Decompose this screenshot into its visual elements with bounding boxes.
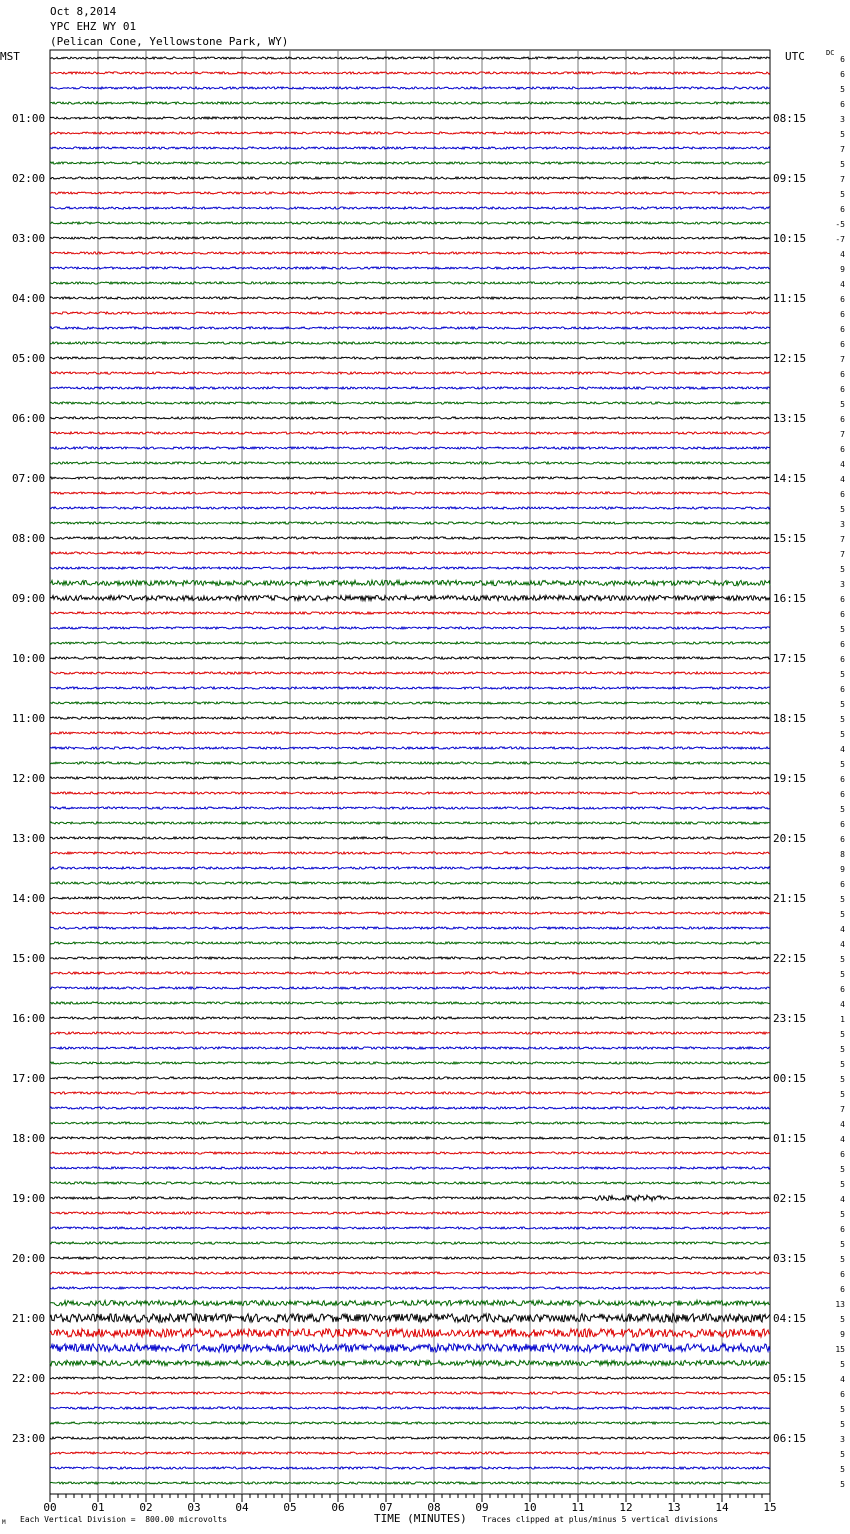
trace-0 [50,57,770,59]
dc-offset: 4 [840,1000,845,1009]
utc-hour-label: 19:15 [773,772,807,785]
dc-offset: 6 [840,790,845,799]
trace-52 [50,837,770,839]
trace-92 [50,1437,770,1439]
utc-hour-label: 12:15 [773,352,807,365]
utc-hour-label: 13:15 [773,412,807,425]
dc-offset: 8 [840,850,845,859]
dc-offset: 3 [840,580,845,589]
utc-hour-label: 22:15 [773,952,807,965]
dc-offset: 4 [840,1195,845,1204]
trace-60 [50,957,770,959]
dc-offset: 5 [840,1060,845,1069]
dc-offset: 6 [840,610,845,619]
dc-offset: 6 [840,295,845,304]
trace-68 [50,1077,770,1079]
trace-63 [50,1002,770,1004]
dc-offset: 5 [840,1180,845,1189]
utc-hour-label: 01:15 [773,1132,807,1145]
trace-12 [50,237,770,239]
trace-27 [50,462,770,464]
mst-hour-label: 04:00 [12,292,46,305]
dc-offset: 7 [840,535,845,544]
trace-50 [50,807,770,809]
x-tick-label: 08 [427,1501,441,1514]
mst-hour-label: 14:00 [12,892,46,905]
trace-15 [50,282,770,284]
trace-72 [50,1137,770,1139]
x-tick-label: 12 [619,1501,633,1514]
trace-77 [50,1212,770,1214]
mst-hour-label: 05:00 [12,352,46,365]
dc-offset: 7 [840,145,845,154]
dc-offset: 6 [840,205,845,214]
dc-offset: 5 [840,1465,845,1474]
trace-53 [50,852,770,854]
mst-axis-label: MST [0,50,20,63]
dc-offset: 6 [840,775,845,784]
dc-offset: -7 [835,235,845,244]
trace-43 [50,702,770,704]
dc-offset: 6 [840,340,845,349]
mst-hour-label: 02:00 [12,172,46,185]
mst-hour-label: 12:00 [12,772,46,785]
utc-hour-label: 21:15 [773,892,807,905]
dc-offset: 5 [840,1405,845,1414]
dc-offset: 13 [835,1300,845,1309]
trace-11 [50,222,770,224]
dc-offset: 6 [840,1225,845,1234]
dc-offset: 5 [840,670,845,679]
trace-6 [50,147,770,149]
utc-hour-label: 04:15 [773,1312,807,1325]
dc-offset: 5 [840,1090,845,1099]
mst-hour-label: 10:00 [12,652,46,665]
dc-offset: 5 [840,1255,845,1264]
trace-66 [50,1047,770,1049]
mst-hour-label: 16:00 [12,1012,46,1025]
x-tick-label: 06 [331,1501,345,1514]
trace-28 [50,477,770,479]
mst-hour-label: 07:00 [12,472,46,485]
trace-79 [50,1242,770,1244]
dc-offset: 5 [840,715,845,724]
utc-hour-label: 18:15 [773,712,807,725]
trace-35 [50,580,770,585]
dc-offset: 5 [840,1075,845,1084]
trace-78 [50,1227,770,1229]
dc-offset: 5 [840,1045,845,1054]
dc-offset: 7 [840,1105,845,1114]
utc-hour-label: 00:15 [773,1072,807,1085]
trace-40 [50,657,770,659]
trace-41 [50,672,770,674]
dc-offset: 6 [840,1390,845,1399]
trace-84 [50,1314,770,1322]
trace-89 [50,1392,770,1394]
trace-88 [50,1377,770,1379]
dc-offset: 9 [840,865,845,874]
dc-offset: 6 [840,1270,845,1279]
utc-axis-label: UTC [785,50,805,63]
trace-69 [50,1092,770,1094]
trace-18 [50,327,770,329]
utc-hour-label: 20:15 [773,832,807,845]
dc-offset: 5 [840,160,845,169]
dc-offset: 4 [840,925,845,934]
trace-38 [50,627,770,629]
x-tick-label: 05 [283,1501,297,1514]
dc-offset: 6 [840,595,845,604]
trace-8 [50,177,770,179]
trace-74 [50,1167,770,1169]
mst-hour-label: 06:00 [12,412,46,425]
trace-85 [50,1329,770,1337]
trace-31 [50,522,770,524]
trace-62 [50,987,770,989]
x-tick-label: 11 [571,1501,585,1514]
x-tick-label: 01 [91,1501,105,1514]
trace-2 [50,87,770,89]
dc-offset: 6 [840,880,845,889]
trace-91 [50,1422,770,1424]
utc-hour-label: 02:15 [773,1192,807,1205]
dc-offset: 3 [840,520,845,529]
x-tick-label: 02 [139,1501,153,1514]
trace-10 [50,207,770,209]
dc-offset: 7 [840,355,845,364]
dc-offset: 5 [840,190,845,199]
dc-offset: 5 [840,1240,845,1249]
dc-offset: 5 [840,730,845,739]
dc-offset: 9 [840,1330,845,1339]
scale-note: Each Vertical Division = 800.00 microvolts [20,1515,228,1524]
trace-25 [50,432,770,434]
utc-hour-label: 09:15 [773,172,807,185]
dc-offset: 5 [840,760,845,769]
dc-offset: 5 [840,565,845,574]
trace-37 [50,612,770,614]
trace-34 [50,567,770,569]
plot-frame [50,50,770,1494]
trace-90 [50,1407,770,1409]
trace-49 [50,792,770,794]
trace-71 [50,1122,770,1124]
dc-offset: 5 [840,130,845,139]
trace-58 [50,927,770,929]
dc-offset: 5 [840,700,845,709]
utc-hour-label: 03:15 [773,1252,807,1265]
station-code: YPC EHZ WY 01 [50,20,137,33]
dc-offset: 6 [840,640,845,649]
trace-17 [50,312,770,314]
dc-offset: 9 [840,265,845,274]
dc-offset: 6 [840,685,845,694]
trace-54 [50,867,770,869]
dc-offset: 6 [840,820,845,829]
utc-hour-label: 14:15 [773,472,807,485]
utc-hour-label: 10:15 [773,232,807,245]
dc-offset: 3 [840,115,845,124]
trace-80 [50,1257,770,1259]
trace-5 [50,132,770,134]
dc-offset: 6 [840,415,845,424]
dc-offset: 6 [840,490,845,499]
dc-offset: 6 [840,655,845,664]
dc-offset: 4 [840,460,845,469]
dc-offset: 6 [840,370,845,379]
mst-hour-label: 22:00 [12,1372,46,1385]
trace-29 [50,492,770,494]
trace-70 [50,1107,770,1109]
dc-offset: 4 [840,280,845,289]
trace-44 [50,717,770,719]
x-tick-label: 07 [379,1501,393,1514]
dc-offset: 5 [840,910,845,919]
utc-hour-label: 16:15 [773,592,807,605]
trace-56 [50,897,770,899]
trace-24 [50,417,770,419]
trace-47 [50,762,770,764]
dc-offset: 6 [840,835,845,844]
dc-offset: 5 [840,1030,845,1039]
corner-mark: M [2,1519,6,1526]
x-tick-label: 15 [763,1501,777,1514]
trace-4 [50,117,770,119]
trace-59 [50,942,770,944]
trace-23 [50,402,770,404]
trace-36 [50,595,770,600]
trace-45 [50,732,770,734]
utc-hour-label: 17:15 [773,652,807,665]
dc-offset: 5 [840,1420,845,1429]
dc-offset: 6 [840,100,845,109]
dc-offset: 4 [840,1120,845,1129]
clip-note: Traces clipped at plus/minus 5 vertical divisions [482,1515,719,1524]
dc-offset: 4 [840,745,845,754]
dc-offset: 6 [840,445,845,454]
trace-55 [50,882,770,884]
dc-offset: 15 [835,1345,845,1354]
trace-20 [50,357,770,359]
trace-87 [50,1360,770,1365]
record-date: Oct 8,2014 [50,5,117,18]
dc-offset: 5 [840,805,845,814]
dc-offset: 5 [840,85,845,94]
dc-offset: 4 [840,940,845,949]
trace-42 [50,687,770,689]
x-tick-label: 13 [667,1501,681,1514]
dc-offset: 6 [840,310,845,319]
dc-offset: 5 [840,1315,845,1324]
trace-93 [50,1452,770,1454]
trace-67 [50,1062,770,1064]
dc-offset: 5 [840,895,845,904]
x-axis-title: TIME (MINUTES) [374,1512,467,1525]
trace-64 [50,1017,770,1019]
dc-offset: -5 [835,220,845,229]
trace-51 [50,822,770,824]
trace-7 [50,162,770,164]
x-tick-label: 00 [43,1501,57,1514]
dc-offset: 1 [840,1015,845,1024]
x-tick-label: 09 [475,1501,489,1514]
utc-hour-label: 11:15 [773,292,807,305]
dc-offset: 7 [840,175,845,184]
mst-hour-label: 11:00 [12,712,46,725]
dc-offset: 5 [840,970,845,979]
trace-32 [50,537,770,539]
trace-21 [50,372,770,374]
trace-81 [50,1272,770,1274]
trace-57 [50,912,770,914]
utc-hour-label: 08:15 [773,112,807,125]
mst-hour-label: 17:00 [12,1072,46,1085]
dc-offset: 5 [840,1165,845,1174]
trace-86 [50,1344,770,1352]
dc-offset: 6 [840,70,845,79]
trace-76 [50,1195,770,1201]
trace-39 [50,642,770,644]
dc-offset: 5 [840,1210,845,1219]
utc-hour-label: 06:15 [773,1432,807,1445]
dc-offset: 5 [840,625,845,634]
trace-61 [50,972,770,974]
dc-offset: 5 [840,955,845,964]
mst-hour-label: 23:00 [12,1432,46,1445]
trace-33 [50,552,770,554]
trace-22 [50,387,770,389]
dc-label: DC [826,49,835,57]
mst-hour-label: 01:00 [12,112,46,125]
dc-offset: 4 [840,1375,845,1384]
dc-offset: 6 [840,325,845,334]
dc-offset: 4 [840,1135,845,1144]
trace-19 [50,342,770,344]
trace-75 [50,1182,770,1184]
mst-hour-label: 08:00 [12,532,46,545]
trace-65 [50,1032,770,1034]
x-tick-label: 03 [187,1501,201,1514]
utc-hour-label: 23:15 [773,1012,807,1025]
dc-offset: 6 [840,385,845,394]
trace-1 [50,72,770,74]
dc-offset: 7 [840,550,845,559]
dc-offset: 3 [840,1435,845,1444]
mst-hour-label: 13:00 [12,832,46,845]
dc-offset: 6 [840,985,845,994]
trace-95 [50,1482,770,1484]
trace-46 [50,747,770,749]
dc-offset: 6 [840,55,845,64]
dc-offset: 5 [840,505,845,514]
trace-82 [50,1287,770,1289]
trace-83 [50,1300,770,1305]
dc-offset: 4 [840,250,845,259]
mst-hour-label: 09:00 [12,592,46,605]
dc-offset: 5 [840,400,845,409]
dc-offset: 5 [840,1450,845,1459]
mst-hour-label: 03:00 [12,232,46,245]
mst-hour-label: 20:00 [12,1252,46,1265]
trace-13 [50,252,770,254]
trace-48 [50,777,770,779]
trace-94 [50,1467,770,1469]
mst-hour-label: 15:00 [12,952,46,965]
x-tick-label: 10 [523,1501,537,1514]
trace-16 [50,297,770,299]
station-location: (Pelican Cone, Yellowstone Park, WY) [50,35,289,48]
dc-offset: 5 [840,1360,845,1369]
trace-30 [50,507,770,509]
trace-26 [50,447,770,449]
mst-hour-label: 21:00 [12,1312,46,1325]
utc-hour-label: 05:15 [773,1372,807,1385]
dc-offset: 5 [840,1480,845,1489]
dc-offset: 7 [840,430,845,439]
trace-9 [50,192,770,194]
trace-3 [50,102,770,104]
trace-73 [50,1152,770,1154]
x-tick-label: 04 [235,1501,249,1514]
dc-offset: 6 [840,1285,845,1294]
utc-hour-label: 15:15 [773,532,807,545]
x-tick-label: 14 [715,1501,729,1514]
dc-offset: 6 [840,1150,845,1159]
mst-hour-label: 19:00 [12,1192,46,1205]
dc-offset: 4 [840,475,845,484]
mst-hour-label: 18:00 [12,1132,46,1145]
trace-14 [50,267,770,269]
